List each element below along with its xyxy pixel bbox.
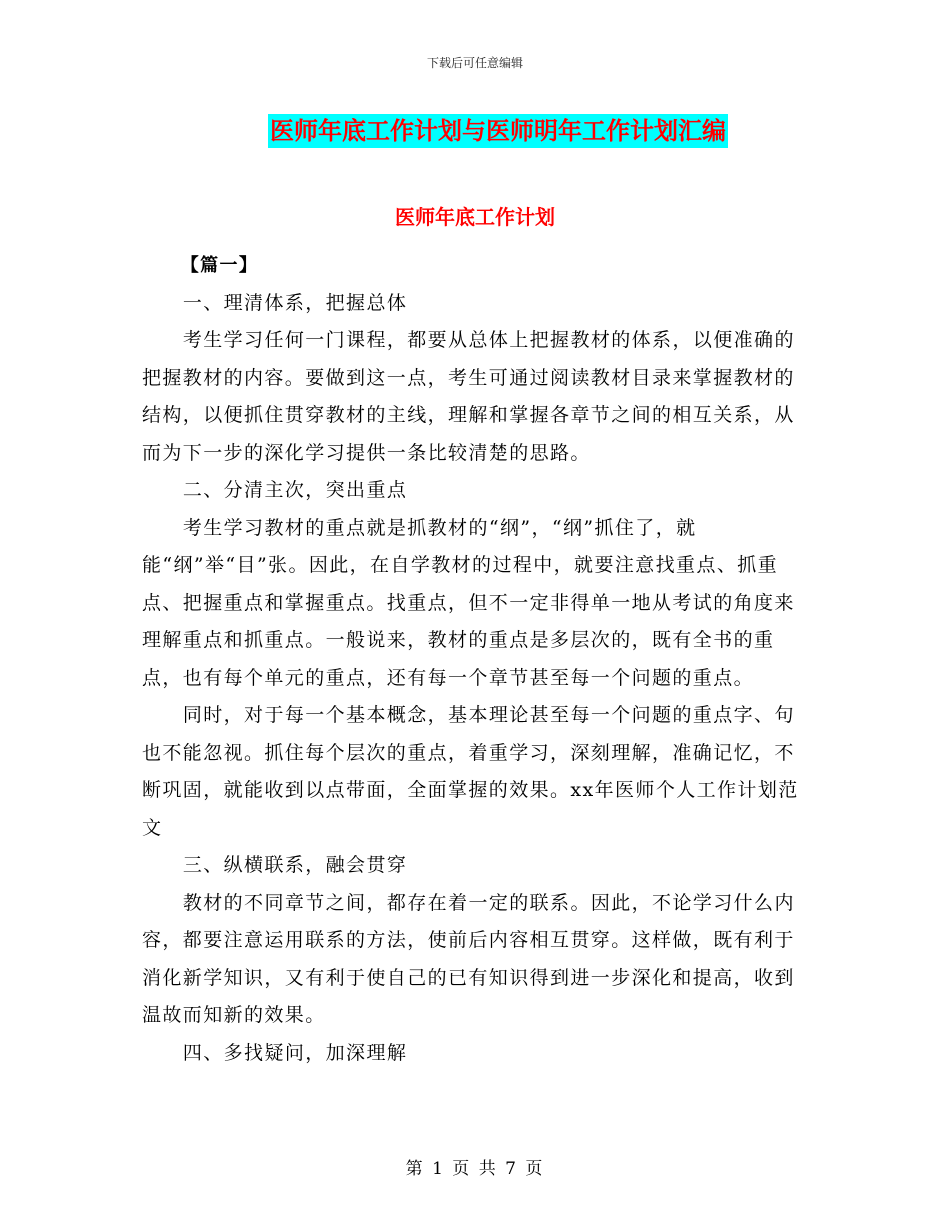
page-footer: 第 1 页 共 7 页 bbox=[405, 1159, 545, 1179]
subheading-4: 四、多找疑问，加深理解 bbox=[182, 1041, 408, 1064]
paragraph-1: 考生学习任何一门课程，都要从总体上把握教材的体系，以便准确的把握教材的内容。要做到这一点，考生可通过阅读教材目录来掌握教材的结构，以便抓住贯穿教材的主线，理解和掌握各章节之间的相互关系，从而为下一步的深化学习提供一条比较清楚的思路。 bbox=[142, 329, 795, 464]
document-main-title: 医师年底工作计划与医师明年工作计划汇编 bbox=[268, 114, 728, 148]
paragraph-3: 同时，对于每一个基本概念，基本理论甚至每一个问题的重点字、句也不能忽视。抓住每个层次的重点，着重学习，深刻理解，准确记忆，不断巩固，就能收到以点带面，全面掌握的效果。xx年医师个人工作计划范文 bbox=[142, 704, 799, 839]
subheading-3: 三、纵横联系，融会贯穿 bbox=[182, 854, 408, 876]
subheading-1: 一、理清体系，把握总体 bbox=[182, 291, 408, 314]
subheading-2: 二、分清主次，突出重点 bbox=[182, 479, 408, 501]
paragraph-2: 考生学习教材的重点就是抓教材的“纲”，“纲”抓住了，就能“纲”举“目”张。因此，在自学教材的过程中，就要注意找重点、抓重点、把握重点和掌握重点。找重点，但不一定非得单一地从考试的角度来理解重点和抓重点。一般说来，教材的重点是多层次的，既有全书的重点，也有每个单元的重点，还有每一个章节甚至每一个问题的重点。 bbox=[142, 516, 795, 689]
main-title-container bbox=[0, 114, 950, 148]
document-body bbox=[142, 247, 802, 1072]
paragraph-4: 教材的不同章节之间，都存在着一定的联系。因此，不论学习什么内容，都要注意运用联系的方法，使前后内容相互贯穿。这样做，既有利于消化新学知识，又有利于使自己的已有知识得到进一步深化和提高，收到温故而知新的效果。 bbox=[142, 891, 795, 1026]
page-header-note: 下载后可任意编辑 bbox=[426, 56, 523, 70]
section-title: 医师年底工作计划 bbox=[395, 205, 555, 229]
part-heading: 【篇一】 bbox=[180, 255, 259, 276]
